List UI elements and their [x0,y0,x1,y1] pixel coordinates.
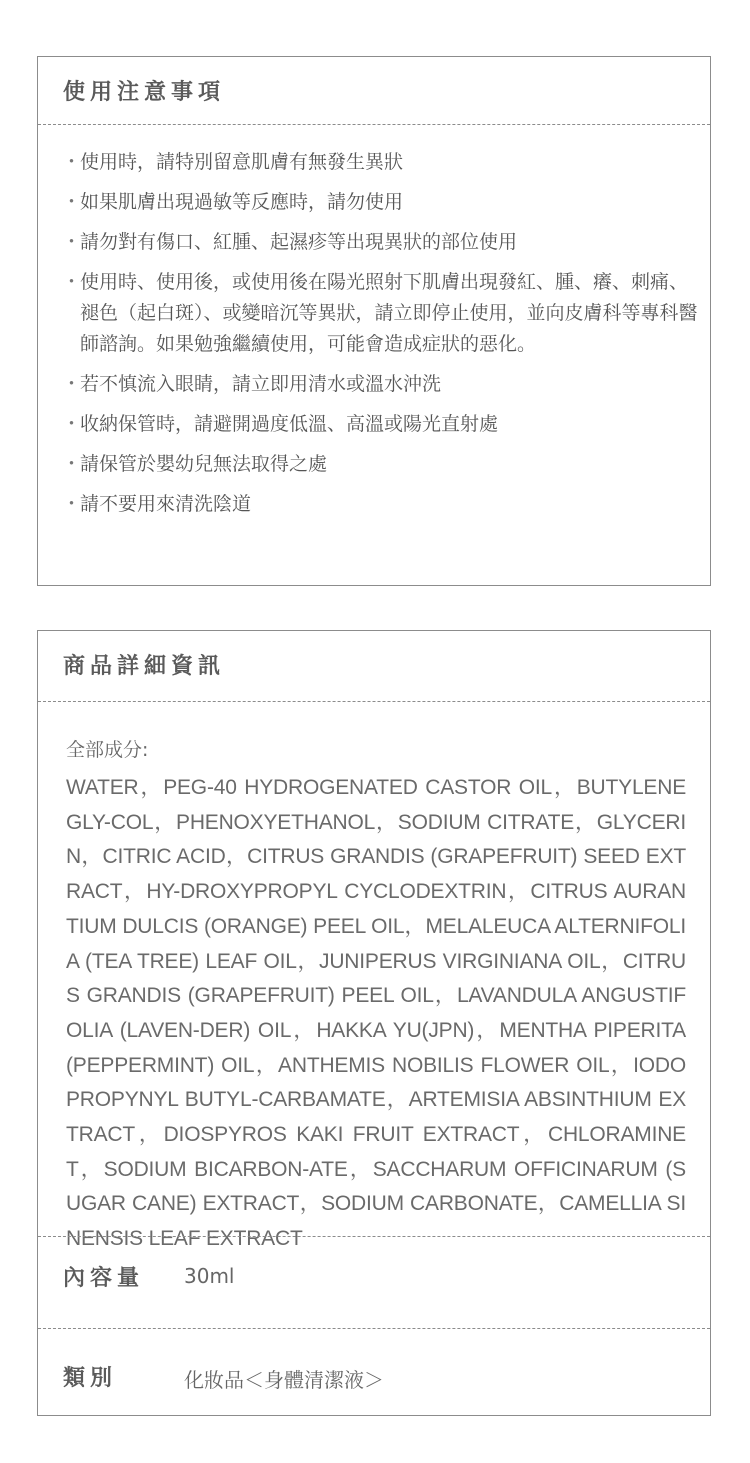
list-item [60,187,700,218]
volume-value: 30ml [184,1264,235,1288]
list-item-text: 請不要用來清洗陰道 [80,493,252,515]
ingredients-label: 全部成分: [66,739,149,761]
list-item [60,449,700,480]
list-item-text: 收納保管時，請避開過度低溫、高溫或陽光直射處 [80,413,499,435]
usage-notes-title: 使用注意事項 [63,80,226,105]
bullet-icon: ・ [62,231,82,253]
usage-notes-list [60,147,700,529]
divider [38,1236,710,1237]
list-item-text: 使用時、使用後，或使用後在陽光照射下肌膚出現發紅、腫、癢、刺痛、褪色（起白斑）、或變暗沉等異狀，請立即停止使用，並向皮膚科等專科醫師諮詢。如果勉強繼續使用，可能會造成症狀的惡化。 [80,271,698,355]
list-item-text: 如果肌膚出現過敏等反應時，請勿使用 [80,191,404,213]
category-value: 化妝品＜身體清潔液＞ [184,1368,384,1392]
list-item [60,369,700,400]
list-item [60,147,700,178]
category-label: 類別 [63,1366,118,1391]
list-item-text: 請保管於嬰幼兒無法取得之處 [80,453,328,475]
bullet-icon: ・ [62,413,82,435]
bullet-icon: ・ [62,373,82,395]
product-details-title: 商品詳細資訊 [63,654,226,679]
divider [38,1328,710,1329]
bullet-icon: ・ [62,151,82,173]
list-item-text: 請勿對有傷口、紅腫、起濕疹等出現異狀的部位使用 [80,231,518,253]
bullet-icon: ・ [62,271,82,293]
ingredients-text: WATER，PEG-40 HYDROGENATED CASTOR OIL，BUTYLENE GLY-COL，PHENOXYETHANOL，SODIUM CITRATE，GLYCERIN，CITRIC ACID，CITRUS GRANDIS (GRAPEFRUIT) SEED EXTRACT，HY-DROXYPROPYL CYCLODEXTRIN，CITRUS AURANTIUM DULCIS (ORANGE) PEEL OIL，MELALEUCA ALTERNIFOLIA (TEA TREE) LEAF OIL，JUNIPERUS VIRGINIANA OIL，CITRUS GRANDIS (GRAPEFRUIT) PEEL OIL，LAVANDULA ANGUSTIFOLIA (LAVEN-DER) OIL，HAKKA YU(JPN)，MENTHA PIPERITA (PEPPERMINT) OIL，ANTHEMIS NOBILIS FLOWER OIL，IODOPROPYNYL BUTYL-CARBAMATE，ARTEMISIA ABSINTHIUM EXTRACT，DIOSPYROS KAKI FRUIT EXTRACT，CHLORAMINE T，SODIUM BICARBON-ATE，SACCHARUM OFFICINARUM (SUGAR CANE) EXTRACT，SODIUM CARBONATE，CAMELLIA SINENSIS LEAF EXTRACT [66,776,686,1251]
list-item [60,409,700,440]
usage-notes-panel [37,56,711,586]
bullet-icon: ・ [62,493,82,515]
list-item [60,489,700,520]
list-item [60,227,700,258]
product-details-panel [37,630,711,1416]
divider [38,701,710,702]
bullet-icon: ・ [62,453,82,475]
list-item-text: 若不慎流入眼睛，請立即用清水或溫水沖洗 [80,373,442,395]
bullet-icon: ・ [62,191,82,213]
divider [38,124,710,125]
volume-label: 內容量 [63,1266,145,1291]
list-item [60,267,700,360]
list-item-text: 使用時，請特別留意肌膚有無發生異狀 [80,151,404,173]
